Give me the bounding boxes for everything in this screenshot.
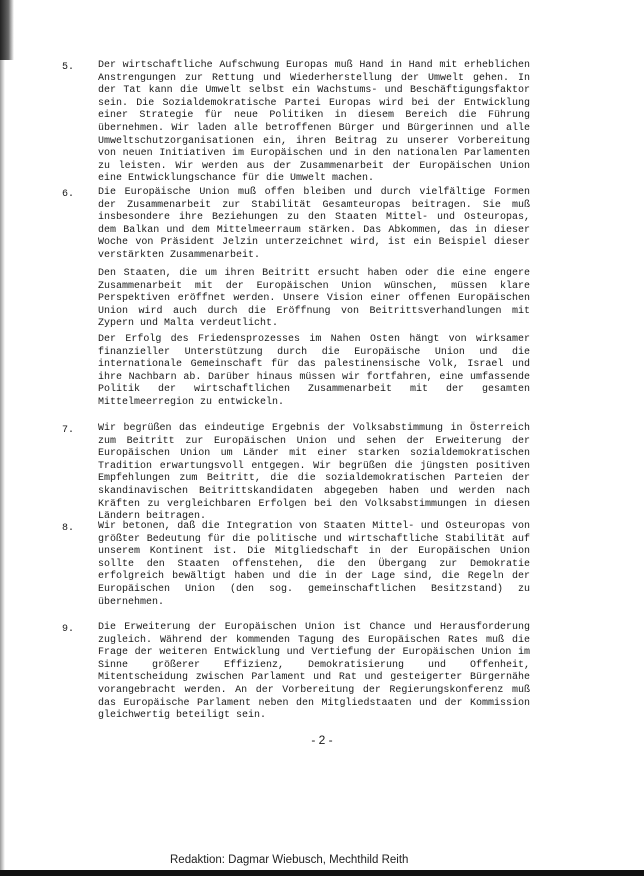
text-line: Zypern und Malta verdeutlicht. <box>98 318 279 330</box>
text-line: verstärkten Zusammenarbeit. <box>98 249 261 261</box>
scan-edge <box>0 60 5 876</box>
text-line: übernehmen. <box>98 596 165 608</box>
text-line: übernehmen. Wir laden alle betroffenen Bürger und Bürgerinnen und alle <box>98 122 530 134</box>
paragraph <box>98 334 530 410</box>
text-line: größter Bedeutung für die politische und wirtschaftliche Stabilität auf <box>98 533 530 545</box>
footer-editors: Redaktion: Dagmar Wiebusch, Mechthild Reith <box>170 854 409 866</box>
text-line: Anstrengungen zur Rettung und Wiederherstellung der Umwelt gehen. In <box>98 72 530 84</box>
text-line: Wir begrüßen das eindeutige Ergebnis der Volksabstimmung in Österreich <box>98 423 530 434</box>
paragraph-number: 7. <box>62 425 75 436</box>
text-line: Der Erfolg des Friedensprozesses im Nahen Osten hängt von wirksamer <box>98 334 530 345</box>
text-line: Woche von Präsident Jelzin unterzeichnet wird, ist ein Beispiel dieser <box>98 237 530 249</box>
text-line: Europäischen Union (den sog. gemeinschaftlichen Besitzstand) zu <box>98 583 530 595</box>
text-line: Die Erweiterung der Europäischen Union ist Chance und Herausforderung <box>98 622 530 633</box>
text-line: sollte den Staaten offenstehen, die den Übergang zur Demokratie <box>98 558 530 570</box>
scan-bottom-edge <box>0 870 644 876</box>
paragraph-number: 5. <box>62 62 75 73</box>
text-line: Kräften zu vergleichbaren Erfolgen bei den Volksabstimmungen in diesen <box>98 498 530 510</box>
paragraph <box>98 622 530 723</box>
paragraph <box>98 187 530 263</box>
page-number: - 2 - <box>311 733 333 747</box>
text-line: der Tat kann die Umwelt selbst ein Wachstums- und Beschäftigungsfaktor <box>98 85 530 97</box>
text-line: zu leisten. Wir werden aus der Zusammenarbeit der Europäischen Union <box>98 160 530 172</box>
text-line: Die Europäische Union muß offen bleiben und durch vielfältige Formen <box>98 187 530 198</box>
paragraph-number: 6. <box>62 189 75 200</box>
text-line: Perspektiven eröffnet werden. Unsere Vision einer offenen Europäischen <box>98 293 530 305</box>
text-line: zugleich. Während der kommenden Tagung des Europäischen Rates muß die <box>98 634 530 646</box>
paragraph <box>98 60 530 186</box>
text-line: Europäischen Union um Länder mit einer starken sozialdemokratischen <box>98 448 530 460</box>
text-line: Politik der wirtschaftlichen Zusammenarbeit mit der gesamten <box>98 384 530 396</box>
paragraph-number: 9. <box>62 624 75 635</box>
text-line: von neuen Initiativen im Europäischen und in den nationalen Parlamenten <box>98 148 530 160</box>
text-line: insbesondere ihre Beziehungen zu den Staaten Mittel- und Osteuropas, <box>98 212 530 224</box>
paragraph <box>98 423 530 524</box>
text-line: unserem Kontinent ist. Die Mitgliedschaft in der Europäischen Union <box>98 546 530 558</box>
paragraph <box>98 521 530 609</box>
text-line: sein. Die Sozialdemokratische Partei Europas wird bei der Entwicklung <box>98 97 530 109</box>
text-line: Zusammenarbeit mit der Europäischen Union wünschen, müssen klare <box>98 280 530 292</box>
text-line: Der wirtschaftliche Aufschwung Europas muß Hand in Hand mit erheblichen <box>98 60 530 71</box>
text-line: gleichwertig beteiligt sein. <box>98 710 267 722</box>
text-line: zum Beitritt zur Europäischen Union und sehen der Erweiterung der <box>98 435 530 447</box>
text-line: Empfehlungen zum Beitritt, die die sozialdemokratischen Parteien der <box>98 473 530 485</box>
scan-edge-shadow <box>0 0 14 60</box>
paragraph-number: 8. <box>62 523 75 534</box>
text-line: Wir betonen, daß die Integration von Staaten Mittel- und Osteuropas von <box>98 521 530 532</box>
text-line: finanzieller Unterstützung durch die Europäische Union und die <box>98 346 530 358</box>
text-line: eine Entwicklungschance für die Umwelt machen. <box>98 173 375 185</box>
text-line: Tradition erwartungsvoll entgegen. Wir begrüßen die jüngsten positiven <box>98 460 530 472</box>
text-line: skandinavischen Beitrittskandidaten abgegeben haben und werden nach <box>98 485 530 497</box>
text-line: Ländern beitragen. <box>98 511 207 523</box>
text-line: Mitentscheidung zwischen Parlament und Rat und gesteigerter Bürgernähe <box>98 672 530 684</box>
text-line: dem Balkan und dem Mittelmeerraum stärken. Das Abkommen, das in dieser <box>98 224 530 236</box>
text-line: einer Strategie für neue Politiken in diesem Bereich die Führung <box>98 110 530 122</box>
text-line: erfolgreich bewältigt haben und die in der Lage sind, die Regeln der <box>98 571 530 583</box>
paragraph <box>98 268 530 331</box>
text-line: Union wird auch durch die Eröffnung von Beitrittsverhandlungen mit <box>98 305 530 317</box>
text-line: das Europäische Parlament neben den Mitgliedstaaten und der Kommission <box>98 697 530 709</box>
text-line: internationale Gemeinschaft für das palestinensische Volk, Israel und <box>98 359 530 371</box>
text-line: Mittelmeerregion zu entwickeln. <box>98 396 285 408</box>
text-line: vorangebracht werden. An der Vorbereitung der Regierungskonferenz muß <box>98 684 530 696</box>
text-line: Sinne größerer Effizienz, Demokratisierung und Offenheit, <box>98 659 530 671</box>
text-line: Frage der weiteren Entwicklung und Vertiefung der Europäischen Union im <box>98 647 530 659</box>
text-line: ihre Nachbarn ab. Darüber hinaus müssen wir fortfahren, eine umfassende <box>98 371 530 383</box>
text-line: Den Staaten, die um ihren Beitritt ersucht haben oder die eine engere <box>98 268 530 279</box>
text-line: Umweltschutzorganisationen ein, ihren Beitrag zu unserer Vorbereitung <box>98 135 530 147</box>
text-line: der Zusammenarbeit zur Stabilität Gesamteuropas beitragen. Sie muß <box>98 199 530 211</box>
